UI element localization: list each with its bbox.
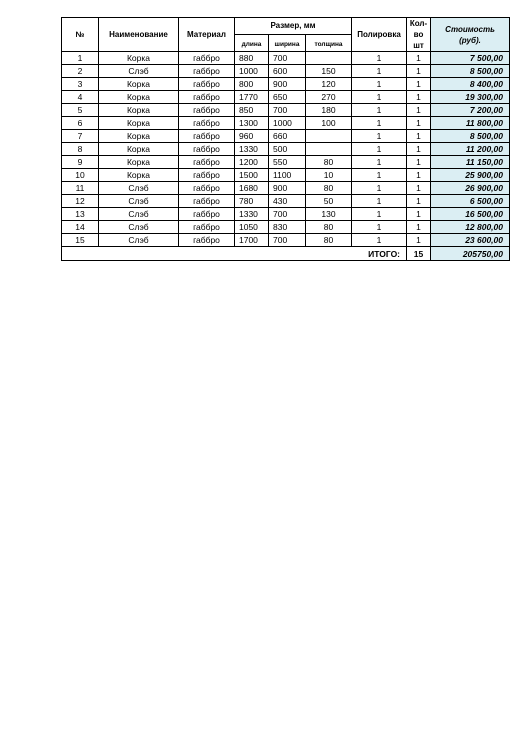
cell-thickness bbox=[306, 52, 352, 65]
cell-polish: 1 bbox=[352, 78, 407, 91]
cell-material: габбро bbox=[179, 117, 235, 130]
cell-qty: 1 bbox=[407, 117, 431, 130]
cell-material: габбро bbox=[179, 65, 235, 78]
cell-thickness: 80 bbox=[306, 156, 352, 169]
table-footer bbox=[62, 247, 510, 261]
total-qty: 15 bbox=[407, 247, 431, 261]
cell-cost: 19 300,00 bbox=[431, 91, 510, 104]
cell-qty: 1 bbox=[407, 208, 431, 221]
cell-thickness: 80 bbox=[306, 221, 352, 234]
cell-width: 600 bbox=[269, 65, 306, 78]
table-row bbox=[62, 156, 510, 169]
cell-cost: 7 500,00 bbox=[431, 52, 510, 65]
cell-material: габбро bbox=[179, 221, 235, 234]
cell-width: 1100 bbox=[269, 169, 306, 182]
cell-material: габбро bbox=[179, 208, 235, 221]
cell-cost: 11 150,00 bbox=[431, 156, 510, 169]
cell-cost: 8 500,00 bbox=[431, 65, 510, 78]
cell-width: 660 bbox=[269, 130, 306, 143]
table-row bbox=[62, 221, 510, 234]
cell-polish: 1 bbox=[352, 52, 407, 65]
cell-name: Корка bbox=[99, 130, 179, 143]
cell-thickness: 270 bbox=[306, 91, 352, 104]
cell-width: 700 bbox=[269, 52, 306, 65]
cell-length: 960 bbox=[235, 130, 269, 143]
table-row bbox=[62, 169, 510, 182]
price-sheet bbox=[61, 17, 509, 261]
price-table bbox=[61, 17, 510, 261]
cell-name: Слэб bbox=[99, 65, 179, 78]
cell-name: Корка bbox=[99, 104, 179, 117]
table-header bbox=[62, 18, 510, 52]
cell-cost: 26 900,00 bbox=[431, 182, 510, 195]
cell-num: 4 bbox=[62, 91, 99, 104]
header-qty-line1: Кол- bbox=[409, 19, 428, 28]
cell-length: 1330 bbox=[235, 143, 269, 156]
cell-polish: 1 bbox=[352, 234, 407, 247]
cell-polish: 1 bbox=[352, 169, 407, 182]
cell-material: габбро bbox=[179, 169, 235, 182]
cell-name: Корка bbox=[99, 156, 179, 169]
cell-cost: 6 500,00 bbox=[431, 195, 510, 208]
cell-num: 6 bbox=[62, 117, 99, 130]
cell-width: 900 bbox=[269, 78, 306, 91]
header-length: длина bbox=[235, 35, 269, 52]
cell-num: 13 bbox=[62, 208, 99, 221]
header-qty bbox=[407, 18, 431, 52]
cell-name: Слэб bbox=[99, 208, 179, 221]
table-row bbox=[62, 234, 510, 247]
cell-cost: 16 500,00 bbox=[431, 208, 510, 221]
cell-qty: 1 bbox=[407, 195, 431, 208]
cell-qty: 1 bbox=[407, 65, 431, 78]
cell-material: габбро bbox=[179, 234, 235, 247]
cell-thickness: 100 bbox=[306, 117, 352, 130]
header-material: Материал bbox=[179, 18, 235, 52]
table-row bbox=[62, 91, 510, 104]
cell-material: габбро bbox=[179, 143, 235, 156]
total-label: ИТОГО: bbox=[62, 247, 407, 261]
header-name: Наименование bbox=[99, 18, 179, 52]
cell-num: 10 bbox=[62, 169, 99, 182]
table-row bbox=[62, 208, 510, 221]
cell-name: Корка bbox=[99, 117, 179, 130]
table-row bbox=[62, 195, 510, 208]
cell-polish: 1 bbox=[352, 221, 407, 234]
header-polish: Полировка bbox=[352, 18, 407, 52]
cell-qty: 1 bbox=[407, 130, 431, 143]
cell-qty: 1 bbox=[407, 104, 431, 117]
cell-length: 1680 bbox=[235, 182, 269, 195]
cell-length: 1050 bbox=[235, 221, 269, 234]
cell-name: Слэб bbox=[99, 234, 179, 247]
table-row bbox=[62, 78, 510, 91]
cell-name: Слэб bbox=[99, 195, 179, 208]
header-width: ширина bbox=[269, 35, 306, 52]
cell-name: Корка bbox=[99, 169, 179, 182]
cell-width: 650 bbox=[269, 91, 306, 104]
cell-polish: 1 bbox=[352, 195, 407, 208]
cell-qty: 1 bbox=[407, 52, 431, 65]
cell-qty: 1 bbox=[407, 169, 431, 182]
cell-polish: 1 bbox=[352, 65, 407, 78]
cell-qty: 1 bbox=[407, 78, 431, 91]
table-body bbox=[62, 52, 510, 247]
cell-name: Корка bbox=[99, 78, 179, 91]
cell-name: Корка bbox=[99, 52, 179, 65]
cell-num: 2 bbox=[62, 65, 99, 78]
table-row bbox=[62, 104, 510, 117]
cell-thickness: 50 bbox=[306, 195, 352, 208]
cell-material: габбро bbox=[179, 104, 235, 117]
cell-polish: 1 bbox=[352, 143, 407, 156]
cell-polish: 1 bbox=[352, 182, 407, 195]
cell-width: 430 bbox=[269, 195, 306, 208]
cell-thickness: 10 bbox=[306, 169, 352, 182]
cell-width: 700 bbox=[269, 104, 306, 117]
cell-cost: 8 400,00 bbox=[431, 78, 510, 91]
cell-length: 800 bbox=[235, 78, 269, 91]
cell-polish: 1 bbox=[352, 156, 407, 169]
cell-thickness: 150 bbox=[306, 65, 352, 78]
header-cost-line1: Стоимость bbox=[445, 24, 495, 34]
cell-polish: 1 bbox=[352, 208, 407, 221]
header-qty-line3: шт bbox=[413, 41, 424, 50]
table-row bbox=[62, 182, 510, 195]
cell-thickness bbox=[306, 143, 352, 156]
cell-qty: 1 bbox=[407, 91, 431, 104]
cell-material: габбро bbox=[179, 182, 235, 195]
table-row bbox=[62, 130, 510, 143]
cell-qty: 1 bbox=[407, 156, 431, 169]
cell-name: Слэб bbox=[99, 221, 179, 234]
cell-width: 700 bbox=[269, 208, 306, 221]
header-cost-line2: (руб). bbox=[459, 35, 481, 45]
cell-width: 830 bbox=[269, 221, 306, 234]
cell-material: габбро bbox=[179, 130, 235, 143]
table-row bbox=[62, 52, 510, 65]
cell-qty: 1 bbox=[407, 182, 431, 195]
cell-material: габбро bbox=[179, 156, 235, 169]
cell-length: 1770 bbox=[235, 91, 269, 104]
cell-material: габбро bbox=[179, 91, 235, 104]
table-row bbox=[62, 117, 510, 130]
cell-length: 1500 bbox=[235, 169, 269, 182]
cell-polish: 1 bbox=[352, 104, 407, 117]
cell-num: 8 bbox=[62, 143, 99, 156]
table-row bbox=[62, 143, 510, 156]
cell-length: 1700 bbox=[235, 234, 269, 247]
cell-num: 15 bbox=[62, 234, 99, 247]
cell-qty: 1 bbox=[407, 221, 431, 234]
cell-cost: 11 200,00 bbox=[431, 143, 510, 156]
cell-width: 900 bbox=[269, 182, 306, 195]
cell-polish: 1 bbox=[352, 117, 407, 130]
cell-material: габбро bbox=[179, 195, 235, 208]
cell-thickness: 80 bbox=[306, 182, 352, 195]
header-qty-line2: во bbox=[413, 30, 424, 39]
cell-name: Слэб bbox=[99, 182, 179, 195]
cell-num: 7 bbox=[62, 130, 99, 143]
cell-length: 780 bbox=[235, 195, 269, 208]
cell-num: 1 bbox=[62, 52, 99, 65]
cell-material: габбро bbox=[179, 52, 235, 65]
cell-width: 550 bbox=[269, 156, 306, 169]
cell-num: 3 bbox=[62, 78, 99, 91]
cell-cost: 7 200,00 bbox=[431, 104, 510, 117]
cell-length: 880 bbox=[235, 52, 269, 65]
total-cost: 205750,00 bbox=[431, 247, 510, 261]
cell-qty: 1 bbox=[407, 143, 431, 156]
cell-length: 1000 bbox=[235, 65, 269, 78]
cell-num: 14 bbox=[62, 221, 99, 234]
cell-material: габбро bbox=[179, 78, 235, 91]
header-thickness: толщина bbox=[306, 35, 352, 52]
header-cost bbox=[431, 18, 510, 52]
cell-name: Корка bbox=[99, 91, 179, 104]
cell-thickness: 120 bbox=[306, 78, 352, 91]
cell-num: 9 bbox=[62, 156, 99, 169]
cell-width: 500 bbox=[269, 143, 306, 156]
cell-polish: 1 bbox=[352, 130, 407, 143]
cell-cost: 12 800,00 bbox=[431, 221, 510, 234]
cell-name: Корка bbox=[99, 143, 179, 156]
cell-width: 1000 bbox=[269, 117, 306, 130]
cell-thickness: 180 bbox=[306, 104, 352, 117]
cell-cost: 11 800,00 bbox=[431, 117, 510, 130]
cell-cost: 8 500,00 bbox=[431, 130, 510, 143]
cell-length: 1300 bbox=[235, 117, 269, 130]
cell-length: 1200 bbox=[235, 156, 269, 169]
cell-cost: 25 900,00 bbox=[431, 169, 510, 182]
cell-thickness: 80 bbox=[306, 234, 352, 247]
header-num: № bbox=[62, 18, 99, 52]
table-row bbox=[62, 65, 510, 78]
cell-width: 700 bbox=[269, 234, 306, 247]
cell-thickness bbox=[306, 130, 352, 143]
cell-qty: 1 bbox=[407, 234, 431, 247]
cell-num: 12 bbox=[62, 195, 99, 208]
cell-cost: 23 600,00 bbox=[431, 234, 510, 247]
header-size: Размер, мм bbox=[235, 18, 352, 35]
cell-num: 5 bbox=[62, 104, 99, 117]
cell-num: 11 bbox=[62, 182, 99, 195]
cell-length: 1330 bbox=[235, 208, 269, 221]
cell-thickness: 130 bbox=[306, 208, 352, 221]
cell-polish: 1 bbox=[352, 91, 407, 104]
cell-length: 850 bbox=[235, 104, 269, 117]
